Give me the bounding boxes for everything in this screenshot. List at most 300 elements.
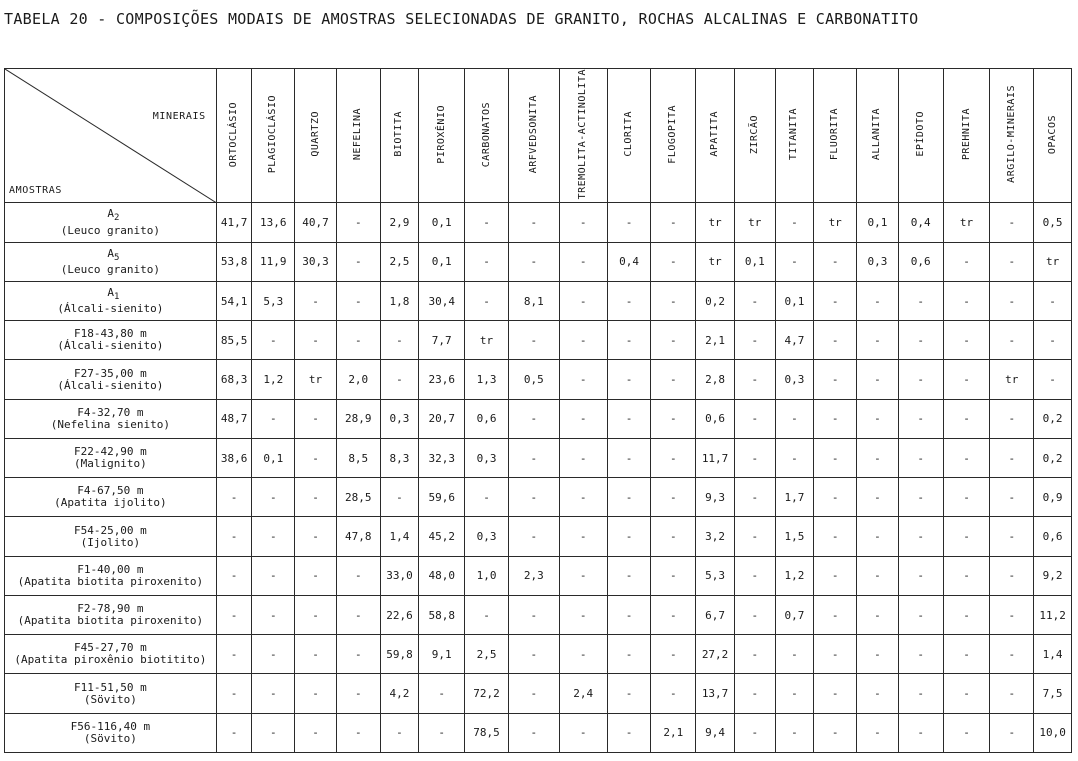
value-cell: 4,2 (380, 674, 419, 713)
table-row (5, 595, 1072, 634)
value-cell: 28,9 (336, 399, 380, 438)
rock-type: (Apatita biotita piroxenito) (17, 574, 204, 588)
value-cell: 7,5 (1034, 674, 1072, 713)
rock-type: (Apatita biotita piroxenito) (17, 614, 204, 628)
table-row (5, 399, 1072, 438)
value-cell: - (508, 478, 559, 517)
value-cell: - (252, 517, 295, 556)
sample-cell (5, 360, 217, 399)
value-cell: - (734, 517, 775, 556)
value-cell: - (465, 281, 509, 320)
rock-type: (Malignito) (73, 457, 147, 471)
mineral-header (216, 69, 252, 203)
value-cell: 9,1 (419, 635, 465, 674)
value-cell: - (607, 595, 651, 634)
value-cell: - (814, 713, 857, 752)
value-cell: - (508, 635, 559, 674)
value-cell: - (559, 713, 607, 752)
sample-code: F27-35,00 m (73, 366, 147, 380)
value-cell: - (651, 203, 696, 242)
sample-cell (5, 595, 217, 634)
value-cell: - (898, 478, 943, 517)
value-cell: - (857, 635, 899, 674)
sample-subscript: 1 (113, 292, 120, 303)
table-row (5, 438, 1072, 477)
value-cell: tr (696, 203, 735, 242)
mineral-header-label: FLOGOPITA (667, 104, 679, 164)
value-cell: - (607, 203, 651, 242)
value-cell: 20,7 (419, 399, 465, 438)
value-cell: - (857, 556, 899, 595)
value-cell: 10,0 (1034, 713, 1072, 752)
value-cell: 85,5 (216, 321, 252, 360)
value-cell: - (1034, 321, 1072, 360)
sample-subscript: 2 (113, 213, 120, 224)
value-cell: - (898, 595, 943, 634)
value-cell: 2,5 (465, 635, 509, 674)
sample-cell (5, 556, 217, 595)
value-cell: - (943, 321, 990, 360)
value-cell: 30,3 (295, 242, 337, 281)
value-cell: - (943, 281, 990, 320)
table-row (5, 478, 1072, 517)
value-cell: 13,7 (696, 674, 735, 713)
value-cell: - (336, 321, 380, 360)
value-cell: - (295, 517, 337, 556)
sample-cell (5, 438, 217, 477)
mineral-header (1034, 69, 1072, 203)
value-cell: tr (734, 203, 775, 242)
value-cell: - (734, 595, 775, 634)
sample-cell (5, 321, 217, 360)
mineral-header-label: ZIRCÃO (748, 114, 760, 154)
value-cell: - (943, 360, 990, 399)
table-caption: TABELA 20 - COMPOSIÇÕES MODAIS DE AMOSTRAS SELECIONADAS DE GRANITO, ROCHAS ALCALINAS E CARBONATITO (4, 10, 919, 28)
value-cell: - (508, 438, 559, 477)
table-row (5, 556, 1072, 595)
value-cell: - (216, 556, 252, 595)
value-cell: - (607, 478, 651, 517)
value-cell: - (857, 281, 899, 320)
value-cell: - (943, 478, 990, 517)
value-cell: 2,1 (651, 713, 696, 752)
value-cell: 1,4 (1034, 635, 1072, 674)
value-cell: - (734, 713, 775, 752)
value-cell: - (990, 321, 1034, 360)
value-cell: - (295, 399, 337, 438)
value-cell: - (508, 203, 559, 242)
mineral-header-label: ARFVEDSONITA (527, 95, 539, 174)
value-cell: - (508, 399, 559, 438)
value-cell: 1,2 (775, 556, 814, 595)
value-cell: - (380, 321, 419, 360)
value-cell: - (607, 517, 651, 556)
value-cell: tr (990, 360, 1034, 399)
value-cell: 5,3 (696, 556, 735, 595)
value-cell: 0,6 (465, 399, 509, 438)
mineral-header (508, 69, 559, 203)
value-cell: 38,6 (216, 438, 252, 477)
value-cell: - (559, 438, 607, 477)
value-cell: - (734, 438, 775, 477)
value-cell: - (559, 595, 607, 634)
value-cell: 4,7 (775, 321, 814, 360)
value-cell: 1,2 (252, 360, 295, 399)
sample-code: F54-25,00 m (73, 523, 147, 537)
value-cell: 8,1 (508, 281, 559, 320)
value-cell: - (857, 478, 899, 517)
value-cell: - (651, 674, 696, 713)
mineral-header (419, 69, 465, 203)
value-cell: 1,8 (380, 281, 419, 320)
value-cell: tr (696, 242, 735, 281)
value-cell: tr (295, 360, 337, 399)
mineral-header-label: ORTOCLÁSIO (228, 101, 240, 167)
value-cell: - (943, 517, 990, 556)
value-cell: 0,3 (380, 399, 419, 438)
value-cell: - (216, 478, 252, 517)
value-cell: - (734, 281, 775, 320)
value-cell: 53,8 (216, 242, 252, 281)
sample-cell (5, 674, 217, 713)
value-cell: - (943, 635, 990, 674)
mineral-header-label: ALLANITA (871, 108, 883, 161)
value-cell: - (898, 360, 943, 399)
value-cell: - (252, 556, 295, 595)
value-cell: 0,1 (419, 203, 465, 242)
value-cell: tr (465, 321, 509, 360)
value-cell: 32,3 (419, 438, 465, 477)
value-cell: 2,3 (508, 556, 559, 595)
mineral-header-label: PREHNITA (960, 108, 972, 161)
value-cell: - (559, 556, 607, 595)
value-cell: - (943, 399, 990, 438)
value-cell: - (252, 399, 295, 438)
sample-code: F1-40,00 m (77, 562, 144, 576)
value-cell: - (252, 635, 295, 674)
value-cell: - (943, 713, 990, 752)
mineral-header (252, 69, 295, 203)
value-cell: 3,2 (696, 517, 735, 556)
value-cell: - (651, 635, 696, 674)
value-cell: 2,8 (696, 360, 735, 399)
value-cell: 45,2 (419, 517, 465, 556)
value-cell: - (607, 713, 651, 752)
value-cell: - (559, 281, 607, 320)
value-cell: 28,5 (336, 478, 380, 517)
rock-type: (Apatita ijolito) (54, 496, 167, 510)
value-cell: - (651, 242, 696, 281)
value-cell: tr (943, 203, 990, 242)
mineral-header (990, 69, 1034, 203)
value-cell: 0,6 (696, 399, 735, 438)
value-cell: - (336, 713, 380, 752)
mineral-header-label: OPACOS (1046, 114, 1058, 154)
value-cell: - (814, 478, 857, 517)
sample-code: A (107, 285, 114, 299)
rock-type: (Leuco granito) (60, 223, 161, 237)
value-cell: - (857, 399, 899, 438)
value-cell: 0,4 (607, 242, 651, 281)
value-cell: - (814, 360, 857, 399)
value-cell: - (898, 438, 943, 477)
value-cell: - (336, 635, 380, 674)
value-cell: - (336, 556, 380, 595)
table-row (5, 281, 1072, 320)
value-cell: 72,2 (465, 674, 509, 713)
value-cell: 9,3 (696, 478, 735, 517)
rock-type: (Sövito) (83, 692, 137, 706)
mineral-header-label: EPÍDOTO (914, 111, 926, 158)
value-cell: - (898, 399, 943, 438)
value-cell: 11,7 (696, 438, 735, 477)
value-cell: 2,0 (336, 360, 380, 399)
value-cell: 0,2 (1034, 399, 1072, 438)
value-cell: - (990, 556, 1034, 595)
value-cell: - (898, 281, 943, 320)
value-cell: - (651, 399, 696, 438)
value-cell: - (814, 321, 857, 360)
value-cell: - (465, 242, 509, 281)
value-cell: 22,6 (380, 595, 419, 634)
value-cell: - (559, 399, 607, 438)
value-cell: - (775, 635, 814, 674)
value-cell: - (559, 478, 607, 517)
value-cell: - (216, 635, 252, 674)
sample-id (5, 407, 216, 419)
value-cell: - (559, 360, 607, 399)
mineral-header-label: PIROXÊNIO (435, 104, 447, 164)
header-row (5, 69, 1072, 203)
corner-diagonal (5, 69, 216, 202)
value-cell: 9,4 (696, 713, 735, 752)
value-cell: - (295, 635, 337, 674)
value-cell: - (990, 713, 1034, 752)
value-cell: - (295, 478, 337, 517)
mineral-header-label: NEFELINA (352, 108, 364, 161)
sample-id (5, 525, 216, 537)
value-cell: - (814, 281, 857, 320)
value-cell: - (380, 713, 419, 752)
mineral-header-label: PLAGIOCLÁSIO (267, 95, 279, 174)
mineral-header-label: TREMOLITA-ACTINOLITA (577, 69, 589, 200)
sample-code: F56-116,40 m (70, 719, 151, 733)
sample-code: A (107, 246, 114, 260)
value-cell: 0,3 (775, 360, 814, 399)
value-cell: - (857, 595, 899, 634)
sample-cell (5, 478, 217, 517)
value-cell: - (734, 635, 775, 674)
mineral-header-label: QUARTZO (309, 111, 321, 158)
value-cell: - (990, 399, 1034, 438)
value-cell: 2,4 (559, 674, 607, 713)
value-cell: - (419, 713, 465, 752)
value-cell: - (465, 595, 509, 634)
table-row (5, 517, 1072, 556)
value-cell: - (775, 203, 814, 242)
value-cell: - (898, 321, 943, 360)
value-cell: - (734, 674, 775, 713)
value-cell: - (508, 517, 559, 556)
value-cell: 0,1 (252, 438, 295, 477)
value-cell: 1,7 (775, 478, 814, 517)
value-cell: 0,9 (1034, 478, 1072, 517)
value-cell: - (857, 321, 899, 360)
value-cell: - (898, 517, 943, 556)
value-cell: - (252, 478, 295, 517)
rock-type: (Apatita piroxênio biotitito) (14, 653, 207, 667)
value-cell: - (898, 674, 943, 713)
table-row (5, 635, 1072, 674)
value-cell: - (651, 438, 696, 477)
value-cell: - (295, 281, 337, 320)
mineral-header (775, 69, 814, 203)
value-cell: - (295, 438, 337, 477)
value-cell: 0,1 (419, 242, 465, 281)
mineral-header (651, 69, 696, 203)
sample-id (5, 208, 216, 224)
rock-type: (Leuco granito) (60, 262, 161, 276)
table-body (5, 203, 1072, 753)
mineral-header (465, 69, 509, 203)
value-cell: 48,0 (419, 556, 465, 595)
value-cell: - (651, 478, 696, 517)
value-cell: - (607, 674, 651, 713)
value-cell: - (814, 242, 857, 281)
value-cell: 47,8 (336, 517, 380, 556)
value-cell: tr (1034, 242, 1072, 281)
sample-cell (5, 399, 217, 438)
value-cell: 0,2 (1034, 438, 1072, 477)
value-cell: - (943, 438, 990, 477)
value-cell: - (295, 674, 337, 713)
value-cell: - (607, 635, 651, 674)
value-cell: 0,5 (1034, 203, 1072, 242)
value-cell: - (559, 635, 607, 674)
mineral-header-label: FLUORITA (829, 108, 841, 161)
value-cell: - (990, 595, 1034, 634)
value-cell: 2,9 (380, 203, 419, 242)
value-cell: 8,3 (380, 438, 419, 477)
value-cell: 30,4 (419, 281, 465, 320)
mineral-header-label: CARBONATOS (480, 101, 492, 167)
value-cell: - (508, 321, 559, 360)
table-row (5, 674, 1072, 713)
value-cell: - (336, 242, 380, 281)
value-cell: - (651, 281, 696, 320)
value-cell: - (295, 713, 337, 752)
value-cell: 8,5 (336, 438, 380, 477)
value-cell: - (857, 438, 899, 477)
mineral-header (295, 69, 337, 203)
value-cell: 0,7 (775, 595, 814, 634)
value-cell: - (898, 635, 943, 674)
value-cell: 0,3 (857, 242, 899, 281)
value-cell: - (252, 674, 295, 713)
value-cell: - (943, 674, 990, 713)
value-cell: 2,5 (380, 242, 419, 281)
value-cell: 41,7 (216, 203, 252, 242)
value-cell: - (814, 438, 857, 477)
mineral-header (696, 69, 735, 203)
corner-header-cell (5, 69, 217, 203)
value-cell: 0,6 (898, 242, 943, 281)
value-cell: - (607, 556, 651, 595)
value-cell: - (651, 595, 696, 634)
value-cell: - (898, 713, 943, 752)
value-cell: - (943, 242, 990, 281)
value-cell: - (775, 713, 814, 752)
mineral-header (814, 69, 857, 203)
sample-code: A (107, 207, 114, 221)
value-cell: 0,1 (775, 281, 814, 320)
value-cell: 1,3 (465, 360, 509, 399)
value-cell: - (465, 478, 509, 517)
value-cell: - (419, 674, 465, 713)
value-cell: - (295, 321, 337, 360)
value-cell: - (857, 674, 899, 713)
value-cell: - (814, 595, 857, 634)
value-cell: - (814, 556, 857, 595)
value-cell: 0,2 (696, 281, 735, 320)
table-row (5, 713, 1072, 752)
value-cell: 58,8 (419, 595, 465, 634)
value-cell: - (559, 517, 607, 556)
value-cell: - (990, 242, 1034, 281)
mineral-header (380, 69, 419, 203)
value-cell: - (508, 242, 559, 281)
value-cell: 59,8 (380, 635, 419, 674)
value-cell: - (380, 478, 419, 517)
table-row (5, 360, 1072, 399)
value-cell: 33,0 (380, 556, 419, 595)
value-cell: - (990, 281, 1034, 320)
mineral-header-label: APATITA (709, 111, 721, 158)
value-cell: - (814, 635, 857, 674)
sample-code: F4-32,70 m (77, 405, 144, 419)
value-cell: - (651, 517, 696, 556)
value-cell: - (775, 674, 814, 713)
sample-id (5, 368, 216, 380)
table-row (5, 242, 1072, 281)
value-cell: 13,6 (252, 203, 295, 242)
value-cell: - (775, 242, 814, 281)
value-cell: 11,2 (1034, 595, 1072, 634)
sample-cell (5, 713, 217, 752)
value-cell: - (857, 360, 899, 399)
samples-axis-label: AMOSTRAS (9, 185, 62, 197)
value-cell: - (508, 595, 559, 634)
value-cell: - (990, 203, 1034, 242)
mineral-header-label: BIOTITA (393, 111, 405, 158)
value-cell: - (559, 203, 607, 242)
value-cell: - (607, 281, 651, 320)
value-cell: - (734, 360, 775, 399)
value-cell: - (814, 399, 857, 438)
value-cell: - (990, 478, 1034, 517)
value-cell: - (734, 399, 775, 438)
value-cell: - (734, 478, 775, 517)
value-cell: - (898, 556, 943, 595)
value-cell: - (943, 556, 990, 595)
sample-code: F45-27,70 m (73, 641, 147, 655)
value-cell: - (734, 556, 775, 595)
value-cell: 1,4 (380, 517, 419, 556)
sample-code: F18-43,80 m (73, 327, 147, 341)
value-cell: - (857, 517, 899, 556)
mineral-header (607, 69, 651, 203)
value-cell: - (607, 399, 651, 438)
